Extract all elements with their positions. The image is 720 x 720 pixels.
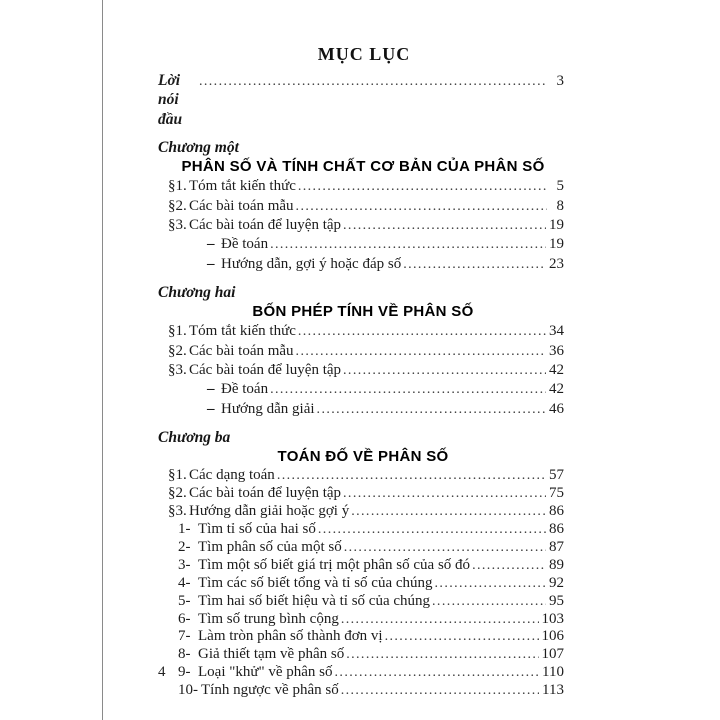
- entry-label: Hướng dẫn, gợi ý hoặc đáp số: [221, 255, 402, 272]
- entry-page: 46: [549, 400, 564, 417]
- entry-label: Tìm số trung bình cộng: [198, 610, 339, 627]
- dot-leader: [343, 485, 546, 503]
- entry-number: 5-: [178, 592, 191, 609]
- entry-page: 23: [549, 255, 564, 272]
- entry-number: 9-: [178, 664, 191, 681]
- entry-page: 34: [549, 323, 564, 340]
- entry-page: 36: [549, 342, 564, 359]
- preface-page: 3: [556, 73, 564, 89]
- chapter-title: TOÁN ĐỐ VỀ PHÂN SỐ: [277, 448, 449, 466]
- entry-label: Tìm hai số biết hiệu và tỉ số của chúng: [198, 592, 431, 609]
- entry-number: –: [207, 255, 215, 272]
- toc-entry-row: [158, 467, 564, 485]
- toc-chapter: [158, 138, 564, 274]
- chapter-title: BỐN PHÉP TÍNH VỀ PHÂN SỐ: [252, 303, 474, 321]
- entry-label: Tóm tắt kiến thức: [189, 323, 296, 340]
- entry-label: Tìm một số biết giá trị một phân số của số đó: [198, 556, 471, 573]
- dot-leader: [296, 342, 546, 361]
- entry-page: 103: [541, 610, 564, 627]
- entry-number: §1.: [168, 467, 187, 484]
- entry-label: Tính ngược về phân số: [201, 682, 339, 699]
- entry-number: §3.: [168, 503, 187, 520]
- toc-entry-row: [158, 380, 564, 399]
- dot-leader: [341, 682, 539, 700]
- entry-page: 75: [549, 485, 564, 502]
- entry-label: Tóm tắt kiến thức: [189, 178, 296, 195]
- dot-leader: [403, 255, 546, 274]
- toc-entry-row: [158, 255, 564, 274]
- entry-number: §3.: [168, 217, 187, 234]
- toc-entry-row: [158, 628, 564, 646]
- entry-label: Các bài toán để luyện tập: [189, 217, 342, 234]
- toc-entry-row: [158, 322, 564, 341]
- toc-entry-row: [158, 197, 564, 216]
- entry-label: Các bài toán để luyện tập: [189, 485, 342, 502]
- entry-page: 89: [549, 556, 564, 573]
- entry-label: Đề toán: [221, 236, 269, 253]
- entry-number: §2.: [168, 485, 187, 502]
- chapter-label: Chương hai: [158, 284, 236, 302]
- dot-leader: [270, 380, 546, 399]
- entry-number: 6-: [178, 610, 191, 627]
- toc-entry-row: [158, 593, 564, 611]
- entry-label: Đề toán: [221, 381, 269, 398]
- entry-label: Tìm phân số của một số: [198, 538, 342, 555]
- entry-number: 7-: [178, 628, 191, 645]
- dot-leader: [296, 197, 547, 216]
- toc-entry-row: [158, 503, 564, 521]
- dot-leader: [351, 503, 546, 521]
- toc-entry-row: [158, 216, 564, 235]
- entry-number: –: [207, 400, 215, 417]
- chapters: [158, 138, 564, 700]
- dot-leader: [341, 611, 539, 629]
- entry-page: 8: [556, 197, 564, 214]
- page-title: MỤC LỤC: [317, 44, 411, 64]
- toc-entry-row: [158, 539, 564, 557]
- entry-page: 95: [549, 592, 564, 609]
- entry-number: –: [207, 236, 215, 253]
- entry-number: §2.: [168, 342, 187, 359]
- entry-page: 19: [549, 236, 564, 253]
- entry-page: 106: [541, 628, 564, 645]
- entry-number: §1.: [168, 178, 187, 195]
- table-of-contents: [158, 0, 564, 700]
- entry-label: Tìm tỉ số của hai số: [198, 521, 316, 537]
- entry-label: Hướng dẫn giải: [221, 400, 315, 417]
- entry-page: 42: [549, 381, 564, 398]
- entry-number: §1.: [168, 323, 187, 340]
- entry-label: Loại "khử" về phân số: [198, 664, 333, 681]
- toc-entry-row: [158, 342, 564, 361]
- entry-number: 4-: [178, 574, 191, 591]
- dot-leader: [298, 177, 547, 196]
- dot-leader: [344, 539, 546, 557]
- entry-page: 86: [549, 503, 564, 520]
- entry-number: 10-: [178, 682, 198, 699]
- dot-leader: [277, 467, 546, 485]
- preface-label: Lời nói đầu: [158, 72, 183, 128]
- entry-number: 1-: [178, 521, 191, 537]
- preface-row: [158, 71, 564, 129]
- dot-leader: [318, 521, 546, 539]
- entry-number: 3-: [178, 556, 191, 573]
- chapter-title: PHÂN SỐ VÀ TÍNH CHẤT CƠ BẢN CỦA PHÂN SỐ: [181, 158, 545, 176]
- toc-entry-row: [158, 235, 564, 254]
- entry-page: 107: [541, 646, 564, 663]
- toc-entry-row: [158, 557, 564, 575]
- entry-label: Các dạng toán: [189, 467, 275, 484]
- entry-label: Làm tròn phân số thành đơn vị: [198, 628, 383, 645]
- toc-entry-row: [158, 575, 564, 593]
- toc-entry-row: [158, 682, 564, 700]
- entry-label: Các bài toán mẫu: [189, 342, 294, 359]
- dot-leader: [343, 361, 546, 380]
- entry-number: §2.: [168, 197, 187, 214]
- dot-leader: [270, 235, 546, 254]
- toc-chapter: [158, 428, 564, 700]
- toc-entry-row: [158, 611, 564, 629]
- entry-page: 86: [549, 521, 564, 537]
- entry-label: Giả thiết tạm về phân số: [198, 646, 345, 663]
- entry-label: Tìm các số biết tổng và tỉ số của chúng: [198, 574, 433, 591]
- entry-page: 19: [549, 217, 564, 234]
- dot-leader: [346, 646, 538, 664]
- toc-entry-row: [158, 400, 564, 419]
- entry-page: 113: [542, 682, 564, 699]
- dot-leader: [199, 72, 547, 91]
- toc-entry-row: [158, 177, 564, 196]
- dot-leader: [435, 575, 546, 593]
- entry-number: 8-: [178, 646, 191, 663]
- toc-entry-row: [158, 485, 564, 503]
- dot-leader: [298, 322, 546, 341]
- toc-entry-row: [158, 521, 564, 539]
- dot-leader: [317, 400, 546, 419]
- entry-number: 2-: [178, 538, 191, 555]
- entry-label: Các bài toán để luyện tập: [189, 362, 342, 379]
- entry-page: 57: [549, 467, 564, 484]
- page-edge-line: [102, 0, 103, 720]
- chapter-label: Chương ba: [158, 429, 231, 447]
- entry-label: Các bài toán mẫu: [189, 197, 294, 214]
- dot-leader: [472, 557, 546, 575]
- entry-page: 110: [542, 664, 564, 681]
- entry-page: 87: [549, 538, 564, 555]
- dot-leader: [385, 628, 539, 646]
- toc-entry-row: [158, 646, 564, 664]
- entry-number: –: [207, 381, 215, 398]
- entry-number: §3.: [168, 362, 187, 379]
- entry-page: 92: [549, 574, 564, 591]
- page-number: 4: [158, 664, 166, 680]
- dot-leader: [335, 664, 540, 682]
- entry-page: 42: [549, 362, 564, 379]
- entry-page: 5: [556, 178, 564, 195]
- toc-entry-row: [158, 361, 564, 380]
- toc-chapter: [158, 283, 564, 419]
- chapter-label: Chương một: [158, 139, 239, 157]
- dot-leader: [343, 216, 546, 235]
- entry-label: Hướng dẫn giải hoặc gợi ý: [189, 503, 350, 520]
- dot-leader: [432, 593, 546, 611]
- toc-entry-row: [158, 664, 564, 682]
